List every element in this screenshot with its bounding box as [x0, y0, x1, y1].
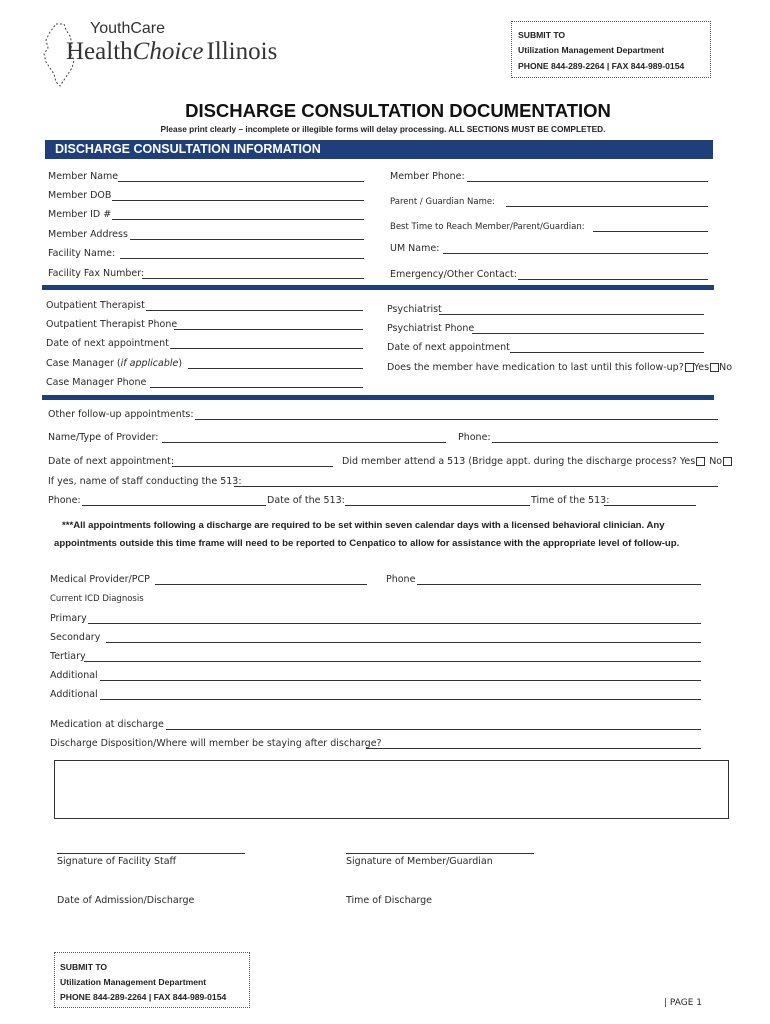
tertiary-field[interactable]	[84, 661, 701, 662]
medication-question: Does the member have medication to last until this follow-up? Yes No	[387, 362, 733, 373]
followup-phone-label: Phone:	[458, 432, 491, 443]
member-dob-field[interactable]	[112, 200, 364, 201]
date-513-label: Date of the 513:	[267, 495, 345, 506]
disposition-textbox[interactable]	[54, 760, 729, 819]
attend-513-question: Did member attend a 513 (Bridge appt. during the discharge process? Yes No	[342, 456, 732, 467]
facility-name-field[interactable]	[120, 258, 364, 259]
psychiatrist-field[interactable]	[439, 314, 704, 315]
psychiatrist-phone-label: Psychiatrist Phone	[387, 323, 475, 334]
followup-next-appt-field[interactable]	[172, 466, 333, 467]
emergency-contact-label: Emergency/Other Contact:	[390, 269, 517, 280]
logo-health: Health	[66, 38, 133, 65]
submit-box-bottom	[54, 952, 250, 1008]
document-subtitle: Please print clearly – incomplete or illegible forms will delay processing. ALL SECTIONS MUST BE COMPLETED.	[160, 124, 606, 134]
icd-diagnosis-label: Current ICD Diagnosis	[50, 594, 144, 604]
time-513-field[interactable]	[604, 505, 696, 506]
additional-2-field[interactable]	[100, 699, 701, 700]
notice-line-2: appointments outside this time frame will need to be reported to Cenpatico to allow for assistance with the appropriate level of follow-up.	[54, 538, 680, 549]
medication-no-checkbox[interactable]	[710, 363, 719, 372]
additional-1-field[interactable]	[100, 680, 701, 681]
psychiatrist-next-appt-field[interactable]	[510, 352, 704, 353]
um-name-label: UM Name:	[390, 243, 440, 254]
facility-signature-label: Signature of Facility Staff	[57, 856, 177, 867]
followup-next-appt-label: Date of next appointment:	[48, 456, 175, 467]
pcp-phone-field[interactable]	[417, 584, 701, 585]
pcp-label: Medical Provider/PCP	[50, 574, 150, 585]
member-name-field[interactable]	[118, 181, 364, 182]
therapist-next-appt-field[interactable]	[170, 348, 363, 349]
page-number: | PAGE 1	[664, 998, 702, 1008]
best-time-label: Best Time to Reach Member/Parent/Guardian:	[390, 222, 585, 232]
member-dob-label: Member DOB	[48, 190, 112, 201]
case-manager-phone-field[interactable]	[150, 387, 363, 388]
other-followup-field[interactable]	[195, 419, 718, 420]
medication-yes-checkbox[interactable]	[685, 363, 694, 372]
member-address-label: Member Address	[48, 229, 128, 240]
section-divider-1	[42, 285, 714, 290]
additional-2-label: Additional	[50, 689, 98, 700]
case-manager-label: Case Manager (if applicable)	[46, 358, 183, 369]
member-phone-label: Member Phone:	[390, 171, 465, 182]
medication-label: Medication at discharge	[50, 719, 164, 730]
submit-bottom-dept: Utilization Management Department	[60, 977, 207, 987]
staff-513-field[interactable]	[234, 486, 718, 487]
submit-bottom-title: SUBMIT TO	[60, 962, 108, 972]
facility-signature-field[interactable]	[57, 853, 245, 854]
member-name-label: Member Name	[48, 171, 119, 182]
psychiatrist-phone-field[interactable]	[472, 333, 704, 334]
section-header: DISCHARGE CONSULTATION INFORMATION	[45, 140, 713, 159]
primary-label: Primary	[50, 613, 87, 624]
facility-name-label: Facility Name:	[48, 248, 116, 259]
document-title: DISCHARGE CONSULTATION DOCUMENTATION	[185, 100, 611, 121]
member-signature-label: Signature of Member/Guardian	[346, 856, 493, 867]
disposition-field[interactable]	[366, 748, 701, 749]
best-time-field[interactable]	[593, 231, 708, 232]
facility-fax-field[interactable]	[142, 278, 364, 279]
member-id-label: Member ID #	[48, 209, 112, 220]
case-manager-field[interactable]	[188, 368, 363, 369]
tertiary-label: Tertiary	[50, 651, 86, 662]
logo-state: Illinois	[206, 38, 278, 65]
logo-top-text: YouthCare	[90, 20, 166, 37]
logo-choice: Choice	[132, 38, 204, 65]
member-id-field[interactable]	[112, 219, 364, 220]
emergency-contact-field[interactable]	[518, 279, 708, 280]
provider-type-label: Name/Type of Provider:	[48, 432, 159, 443]
facility-fax-label: Facility Fax Number:	[48, 268, 145, 279]
psychiatrist-next-appt-label: Date of next appointment	[387, 342, 510, 353]
submit-title: SUBMIT TO	[518, 30, 566, 40]
followup-phone-field[interactable]	[492, 442, 718, 443]
pcp-field[interactable]	[155, 584, 367, 585]
other-followup-label: Other follow-up appointments:	[48, 409, 194, 420]
psychiatrist-label: Psychiatrist	[387, 304, 442, 315]
phone-513-field[interactable]	[82, 505, 266, 506]
attend-yes-checkbox[interactable]	[696, 457, 705, 466]
case-manager-phone-label: Case Manager Phone	[46, 377, 147, 388]
guardian-name-field[interactable]	[506, 206, 708, 207]
primary-field[interactable]	[88, 623, 701, 624]
member-signature-field[interactable]	[346, 853, 534, 854]
member-phone-field[interactable]	[467, 181, 708, 182]
therapist-next-appt-label: Date of next appointment	[46, 338, 169, 349]
pcp-phone-label: Phone	[386, 574, 416, 585]
member-address-field[interactable]	[130, 239, 364, 240]
therapist-label: Outpatient Therapist	[46, 300, 145, 311]
submit-contact: PHONE 844-289-2264 | FAX 844-989-0154	[518, 61, 685, 71]
notice-line-1: ***All appointments following a discharge are required to be set within seven calendar days with a licensed behavioral clinician. Any	[62, 520, 665, 531]
medication-field[interactable]	[166, 729, 701, 730]
staff-513-label: If yes, name of staff conducting the 513:	[48, 476, 242, 487]
section-divider-2	[42, 395, 714, 400]
guardian-name-label: Parent / Guardian Name:	[390, 197, 496, 207]
therapist-phone-label: Outpatient Therapist Phone	[46, 319, 178, 330]
provider-type-field[interactable]	[162, 442, 446, 443]
attend-no-checkbox[interactable]	[723, 457, 732, 466]
discharge-time-label: Time of Discharge	[346, 895, 433, 906]
disposition-label: Discharge Disposition/Where will member be staying after discharge?	[50, 738, 382, 749]
submit-bottom-contact: PHONE 844-289-2264 | FAX 844-989-0154	[60, 992, 227, 1002]
secondary-label: Secondary	[50, 632, 101, 643]
logo	[42, 18, 342, 90]
um-name-field[interactable]	[443, 253, 708, 254]
therapist-phone-field[interactable]	[174, 329, 363, 330]
additional-1-label: Additional	[50, 670, 98, 681]
phone-513-label: Phone:	[48, 495, 81, 506]
date-513-field[interactable]	[345, 505, 530, 506]
therapist-field[interactable]	[146, 310, 363, 311]
submit-dept: Utilization Management Department	[518, 45, 665, 55]
submit-box-top	[511, 21, 711, 78]
admission-date-label: Date of Admission/Discharge	[57, 895, 195, 906]
time-513-label: Time of the 513:	[531, 495, 610, 506]
secondary-field[interactable]	[106, 642, 701, 643]
